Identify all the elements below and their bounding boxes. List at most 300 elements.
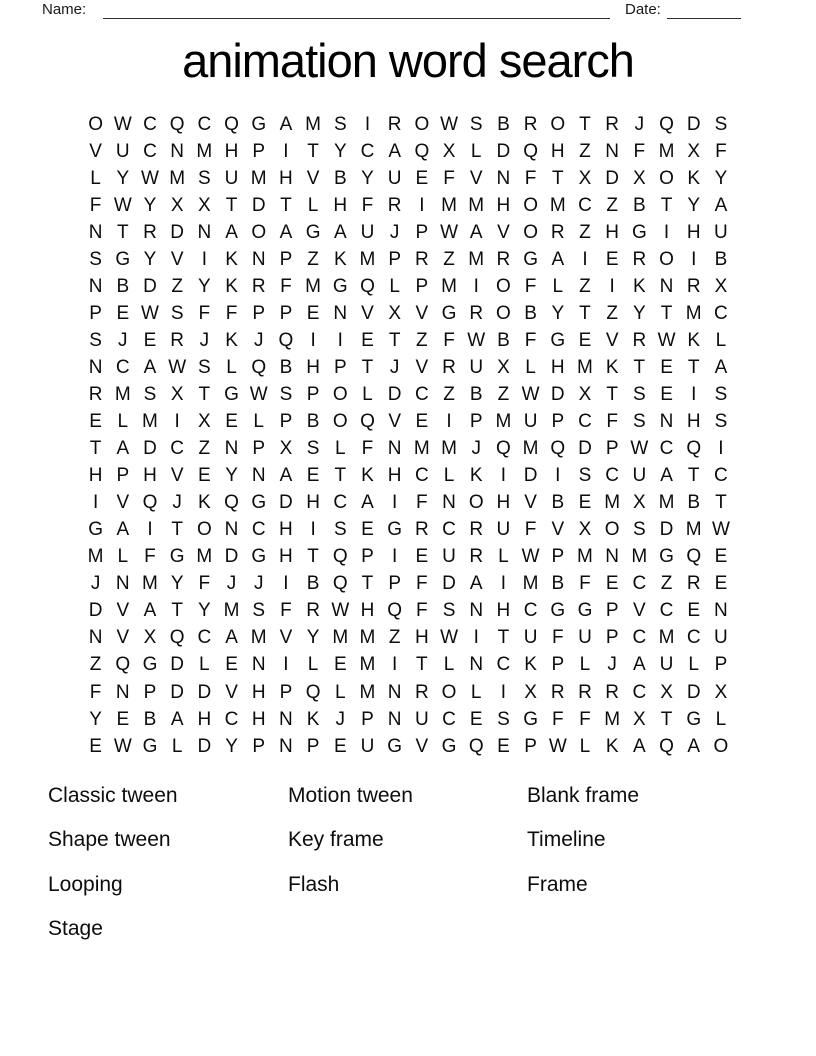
grid-letter: R — [442, 356, 456, 378]
grid-letter: O — [713, 735, 729, 757]
grid-letter: N — [88, 221, 103, 243]
grid-letter: R — [686, 573, 701, 595]
grid-letter: E — [660, 383, 673, 405]
grid-letter: R — [605, 681, 620, 703]
grid-letter: G — [251, 113, 267, 135]
grid-letter: C — [143, 140, 157, 162]
grid-letter: U — [714, 627, 728, 649]
grid-letter: C — [333, 492, 348, 514]
grid-letter: J — [335, 708, 346, 730]
grid-letter: A — [225, 627, 238, 649]
grid-letter: S — [170, 302, 184, 324]
grid-letter: P — [252, 140, 266, 162]
grid-letter: H — [360, 600, 375, 622]
grid-letter: C — [496, 654, 511, 676]
grid-letter: H — [279, 546, 293, 568]
grid-letter: F — [280, 275, 292, 297]
grid-letter: D — [387, 383, 402, 405]
grid-letter: N — [170, 140, 185, 162]
grid-letter: G — [387, 735, 403, 757]
grid-letter: P — [279, 411, 293, 433]
grid-letter: M — [359, 681, 376, 703]
grid-letter: Z — [579, 140, 591, 162]
grid-letter: P — [415, 275, 429, 297]
page-title: animation word search — [182, 34, 634, 87]
word-list — [0, 774, 816, 974]
grid-letter: V — [497, 221, 510, 243]
grid-letter: M — [522, 438, 539, 460]
date-blank-line — [667, 0, 741, 19]
grid-letter: L — [117, 546, 129, 568]
grid-letter: H — [550, 356, 565, 378]
grid-letter: J — [389, 356, 400, 378]
grid-letter: T — [198, 383, 211, 405]
grid-letter: E — [116, 302, 130, 324]
grid-letter: W — [548, 735, 567, 757]
word-list-item: Timeline — [527, 828, 606, 852]
grid-letter: U — [632, 465, 647, 487]
grid-letter: E — [687, 600, 701, 622]
grid-letter: G — [88, 519, 103, 541]
grid-letter: Y — [198, 275, 211, 297]
grid-letter: T — [116, 221, 129, 243]
grid-letter: O — [523, 194, 538, 216]
grid-letter: C — [360, 140, 375, 162]
grid-letter: F — [524, 167, 537, 189]
grid-letter: C — [714, 302, 728, 324]
grid-letter: A — [633, 654, 646, 676]
grid-letter: Q — [468, 735, 484, 757]
word-list-item: Frame — [527, 872, 588, 896]
grid-letter: A — [714, 194, 728, 216]
grid-letter: I — [364, 113, 371, 135]
grid-letter: O — [604, 519, 620, 541]
grid-letter: C — [414, 465, 429, 487]
word-list-item: Shape tween — [48, 828, 171, 852]
grid-letter: K — [687, 329, 701, 351]
grid-letter: I — [310, 329, 316, 351]
grid-letter: B — [333, 167, 347, 189]
grid-letter: W — [467, 329, 486, 351]
grid-letter: S — [633, 383, 646, 405]
grid-letter: D — [659, 519, 674, 541]
grid-letter: G — [523, 248, 538, 270]
grid-letter: C — [115, 356, 130, 378]
grid-letter: C — [143, 113, 157, 135]
grid-letter: V — [633, 600, 646, 622]
grid-letter: H — [279, 167, 293, 189]
grid-letter: J — [607, 654, 617, 676]
grid-letter: M — [604, 708, 621, 730]
grid-letter: E — [306, 302, 320, 324]
grid-letter: L — [362, 383, 373, 405]
grid-letter: J — [634, 113, 645, 135]
grid-letter: E — [578, 329, 592, 351]
grid-letter: H — [550, 140, 565, 162]
grid-letter: G — [142, 735, 158, 757]
grid-letter: F — [524, 329, 537, 351]
grid-letter: L — [443, 465, 455, 487]
grid-letter: G — [631, 221, 647, 243]
grid-letter: A — [333, 221, 347, 243]
grid-letter: G — [550, 600, 566, 622]
grid-letter: E — [660, 356, 673, 378]
grid-letter: P — [333, 356, 347, 378]
grid-letter: F — [361, 438, 374, 460]
grid-letter: H — [306, 356, 320, 378]
grid-letter: P — [252, 735, 266, 757]
grid-letter: H — [251, 681, 266, 703]
grid-letter: Y — [551, 302, 565, 324]
grid-letter: P — [388, 573, 401, 595]
grid-letter: C — [197, 113, 212, 135]
grid-letter: R — [306, 600, 320, 622]
grid-letter: X — [170, 194, 184, 216]
date-label: Date: — [625, 1, 661, 18]
grid-letter: R — [414, 681, 429, 703]
grid-letter: Y — [361, 167, 374, 189]
grid-letter: C — [442, 519, 456, 541]
grid-letter: O — [251, 221, 267, 243]
grid-letter: M — [142, 573, 158, 595]
grid-letter: X — [198, 411, 211, 433]
grid-letter: W — [440, 221, 458, 243]
grid-letter: V — [306, 167, 320, 189]
grid-letter: X — [143, 627, 157, 649]
grid-letter: F — [198, 573, 211, 595]
grid-letter: J — [471, 438, 481, 460]
grid-letter: J — [389, 221, 400, 243]
grid-letter: Y — [633, 302, 646, 324]
grid-letter: X — [660, 681, 673, 703]
grid-letter: N — [387, 708, 402, 730]
grid-letter: R — [170, 329, 185, 351]
grid-letter: B — [714, 248, 728, 270]
grid-letter: S — [442, 600, 456, 622]
grid-letter: D — [197, 735, 212, 757]
grid-letter: Q — [414, 140, 430, 162]
grid-letter: L — [470, 681, 482, 703]
grid-letter: K — [469, 465, 483, 487]
grid-letter: M — [223, 600, 240, 622]
grid-letter: A — [388, 140, 401, 162]
grid-letter: D — [550, 383, 565, 405]
grid-letter: I — [310, 519, 316, 541]
grid-letter: A — [143, 600, 157, 622]
grid-letter: R — [251, 275, 266, 297]
grid-letter: I — [283, 654, 289, 676]
grid-letter: M — [549, 194, 566, 216]
grid-letter: F — [416, 573, 428, 595]
grid-letter: S — [89, 329, 102, 351]
grid-letter: G — [251, 546, 267, 568]
grid-letter: Z — [497, 383, 510, 405]
grid-letter: Z — [606, 302, 618, 324]
grid-letter: G — [577, 600, 593, 622]
grid-letter: O — [523, 221, 538, 243]
grid-letter: P — [469, 411, 483, 433]
grid-letter: D — [170, 221, 185, 243]
grid-letter: N — [88, 627, 103, 649]
grid-letter: Q — [278, 329, 294, 351]
grid-letter: R — [605, 113, 620, 135]
grid-letter: F — [443, 329, 455, 351]
grid-letter: N — [659, 411, 674, 433]
grid-letter: B — [633, 194, 646, 216]
word-list-column — [288, 774, 413, 907]
grid-letter: I — [555, 465, 561, 487]
grid-letter: F — [551, 708, 564, 730]
grid-letter: L — [443, 654, 455, 676]
word-list-item: Motion tween — [288, 784, 413, 807]
grid-letter: F — [524, 519, 537, 541]
grid-letter: W — [521, 546, 540, 568]
grid-letter: E — [605, 248, 619, 270]
grid-letter: M — [305, 275, 321, 297]
grid-letter: P — [714, 654, 728, 676]
grid-letter: X — [198, 194, 211, 216]
grid-letter: H — [496, 492, 511, 514]
grid-letter: I — [392, 492, 398, 514]
grid-letter: F — [89, 194, 102, 216]
grid-letter: I — [446, 411, 452, 433]
grid-letter: B — [524, 302, 537, 324]
grid-letter: L — [688, 654, 699, 676]
grid-letter: F — [89, 681, 102, 703]
grid-letter: M — [441, 275, 457, 297]
grid-letter: I — [419, 194, 425, 216]
grid-letter: Q — [686, 438, 702, 460]
grid-letter: Q — [169, 113, 185, 135]
grid-letter: P — [524, 735, 537, 757]
grid-letter: H — [88, 465, 103, 487]
grid-letter: I — [500, 681, 507, 703]
grid-letter: L — [253, 411, 264, 433]
grid-letter: Y — [170, 573, 184, 595]
grid-letter: M — [685, 302, 702, 324]
grid-letter: G — [115, 248, 131, 270]
grid-letter: V — [415, 735, 429, 757]
grid-letter: X — [279, 438, 293, 460]
grid-letter: I — [718, 438, 724, 460]
grid-letter: A — [116, 519, 130, 541]
grid-letter: D — [88, 600, 103, 622]
grid-letter: O — [332, 411, 348, 433]
grid-letter: E — [497, 735, 510, 757]
grid-letter: A — [687, 735, 701, 757]
word-list-item: Classic tween — [48, 784, 178, 807]
grid-letter: X — [633, 492, 646, 514]
grid-letter: P — [279, 302, 293, 324]
grid-letter: Y — [225, 735, 238, 757]
grid-letter: K — [687, 167, 701, 189]
grid-letter: T — [551, 167, 564, 189]
grid-letter: S — [333, 113, 347, 135]
grid-letter: K — [225, 329, 238, 351]
grid-letter: O — [496, 275, 511, 297]
grid-letter: H — [251, 708, 266, 730]
grid-letter: R — [387, 113, 402, 135]
grid-letter: S — [306, 438, 320, 460]
grid-letter: G — [441, 735, 457, 757]
grid-letter: A — [633, 735, 646, 757]
grid-letter: A — [143, 356, 157, 378]
grid-letter: N — [115, 573, 130, 595]
grid-letter: S — [198, 356, 211, 378]
grid-letter: L — [334, 681, 346, 703]
grid-letter: C — [251, 519, 266, 541]
grid-letter: Q — [659, 735, 674, 757]
word-list-item: Flash — [288, 872, 340, 896]
grid-letter: M — [359, 248, 376, 270]
grid-letter: N — [224, 438, 239, 460]
grid-letter: C — [523, 600, 538, 622]
grid-letter: F — [633, 140, 646, 162]
grid-letter: F — [416, 600, 428, 622]
grid-letter: C — [686, 627, 701, 649]
grid-letter: H — [279, 519, 293, 541]
grid-letter: X — [524, 681, 537, 703]
grid-letter: W — [141, 167, 159, 189]
grid-letter: N — [251, 248, 266, 270]
grid-letter: D — [224, 546, 239, 568]
grid-letter: Z — [443, 383, 455, 405]
grid-letter: P — [551, 411, 565, 433]
grid-letter: G — [251, 492, 267, 514]
grid-letter: X — [497, 356, 510, 378]
grid-letter: I — [147, 519, 153, 541]
grid-letter: R — [414, 519, 429, 541]
grid-letter: M — [305, 113, 321, 135]
grid-letter: B — [306, 573, 320, 595]
grid-letter: I — [663, 221, 670, 243]
grid-letter: Q — [523, 140, 538, 162]
grid-letter: S — [578, 465, 592, 487]
grid-letter: L — [90, 167, 101, 189]
grid-letter: Q — [224, 492, 239, 514]
grid-letter: C — [632, 573, 647, 595]
grid-letter: S — [198, 167, 211, 189]
grid-letter: N — [605, 140, 620, 162]
grid-letter: Q — [387, 600, 403, 622]
grid-letter: Q — [496, 438, 511, 460]
grid-letter: N — [88, 275, 103, 297]
grid-letter: Q — [169, 627, 185, 649]
grid-letter: Y — [143, 248, 157, 270]
grid-letter: S — [89, 248, 102, 270]
grid-letter: M — [250, 167, 267, 189]
grid-letter: A — [279, 221, 293, 243]
grid-letter: U — [360, 221, 375, 243]
grid-letter: P — [605, 438, 619, 460]
grid-letter: D — [605, 167, 620, 189]
grid-letter: M — [250, 627, 267, 649]
grid-letter: T — [416, 654, 428, 676]
grid-letter: P — [551, 654, 565, 676]
grid-letter: K — [605, 735, 619, 757]
name-blank-line — [103, 0, 610, 19]
grid-letter: N — [115, 681, 130, 703]
grid-letter: U — [469, 356, 484, 378]
grid-letter: N — [333, 302, 348, 324]
grid-letter: Y — [116, 167, 130, 189]
grid-letter: M — [441, 194, 457, 216]
grid-letter: I — [174, 411, 180, 433]
grid-letter: W — [331, 600, 350, 622]
grid-letter: A — [116, 438, 130, 460]
grid-letter: A — [170, 708, 184, 730]
grid-letter: L — [579, 735, 591, 757]
grid-letter: Z — [198, 438, 211, 460]
grid-letter: H — [387, 465, 402, 487]
grid-letter: P — [89, 302, 102, 324]
grid-letter: M — [577, 356, 593, 378]
grid-letter: P — [252, 302, 266, 324]
grid-letter: F — [606, 411, 618, 433]
grid-letter: D — [251, 194, 266, 216]
grid-letter: O — [414, 113, 430, 135]
grid-letter: D — [143, 275, 157, 297]
grid-letter: S — [279, 383, 293, 405]
grid-letter: Q — [659, 113, 674, 135]
grid-letter: M — [413, 438, 430, 460]
grid-letter: Q — [332, 546, 348, 568]
grid-letter: N — [387, 681, 402, 703]
grid-letter: T — [687, 465, 700, 487]
grid-letter: T — [225, 194, 238, 216]
grid-letter: B — [551, 492, 565, 514]
name-label: Name: — [42, 1, 87, 18]
grid-letter: R — [632, 248, 647, 270]
grid-letter: N — [442, 492, 456, 514]
grid-letter: O — [88, 113, 103, 135]
grid-letter: M — [87, 546, 104, 568]
grid-letter: X — [442, 140, 456, 162]
grid-letter: H — [143, 465, 157, 487]
grid-letter: I — [283, 573, 289, 595]
grid-letter: A — [361, 492, 374, 514]
grid-letter: T — [171, 519, 183, 541]
grid-letter: B — [497, 113, 510, 135]
grid-letter: O — [196, 519, 212, 541]
grid-letter: P — [605, 600, 619, 622]
grid-letter: H — [197, 708, 212, 730]
grid-letter: R — [469, 519, 484, 541]
grid-letter: M — [196, 140, 213, 162]
grid-letter: S — [143, 383, 157, 405]
grid-letter: R — [632, 329, 647, 351]
grid-letter: C — [632, 627, 647, 649]
grid-letter: T — [579, 113, 591, 135]
grid-letter: N — [279, 735, 293, 757]
grid-letter: C — [605, 465, 620, 487]
grid-letter: A — [469, 221, 483, 243]
grid-letter: Y — [714, 167, 728, 189]
grid-letter: L — [470, 140, 482, 162]
grid-letter: Q — [360, 275, 375, 297]
grid-letter: M — [631, 546, 648, 568]
grid-letter: U — [714, 221, 728, 243]
grid-letter: N — [224, 519, 239, 541]
grid-letter: A — [279, 113, 293, 135]
grid-letter: M — [468, 248, 485, 270]
grid-letter: E — [415, 546, 429, 568]
grid-letter: M — [142, 411, 158, 433]
grid-letter: J — [172, 492, 182, 514]
grid-letter: C — [170, 438, 185, 460]
grid-letter: N — [496, 167, 511, 189]
grid-letter: I — [283, 140, 289, 162]
